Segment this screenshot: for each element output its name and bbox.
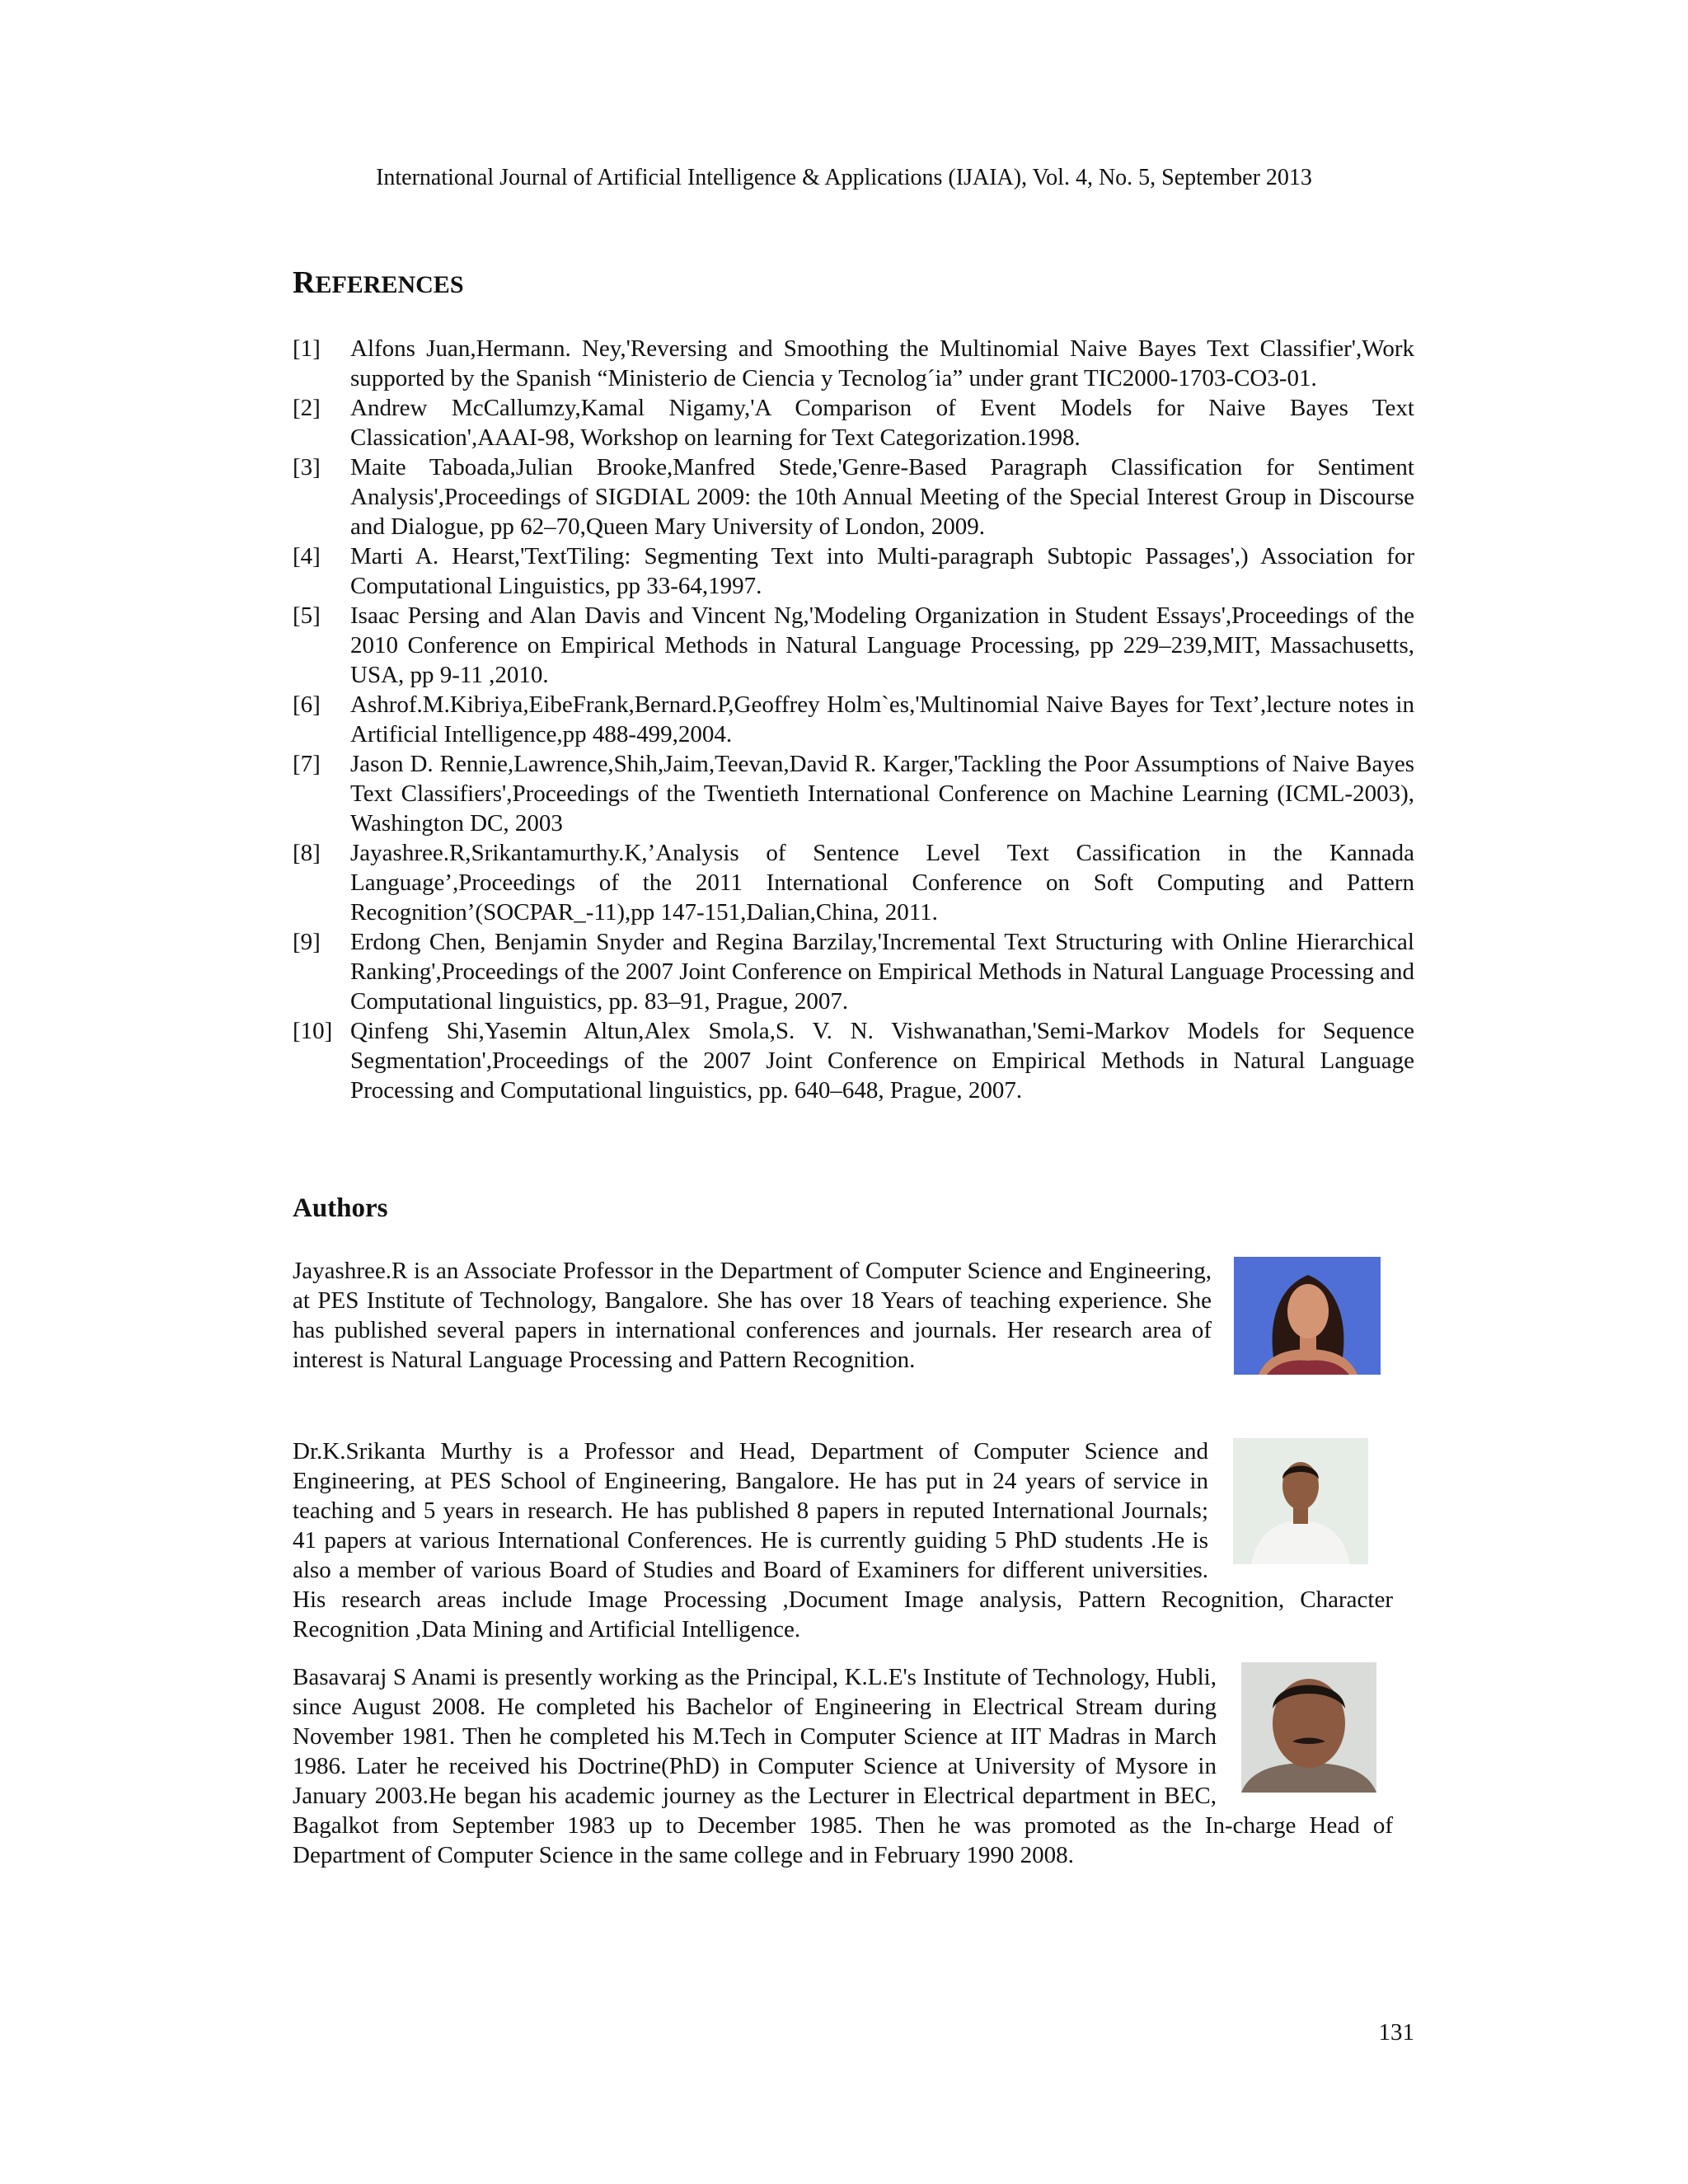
reference-text: Ashrof.M.Kibriya,EibeFrank,Bernard.P,Geoffrey Holm`es,'Multinomial Naive Bayes for Text’,lecture notes in Artificial Intelligence,pp 488-499,2004. [350,691,1414,748]
reference-item [293,393,1414,452]
running-header [0,163,1688,193]
references-list [293,334,1414,1105]
references-heading [293,264,464,304]
page-number: 131 [1378,2019,1414,2046]
reference-text: Jason D. Rennie,Lawrence,Shih,Jaim,Teevan,David R. Karger,'Tackling the Poor Assumptions of Naive Bayes Text Classifiers',Proceedings of the Twentieth International Conference on Machine Learning (ICML-2003), Washington DC, 2003 [350,751,1414,837]
reference-text: Maite Taboada,Julian Brooke,Manfred Stede,'Genre-Based Paragraph Classification for Sentiment Analysis',Proceedings of SIGDIAL 2009: the 10th Annual Meeting of the Special Interest Group in Discourse and Dialogue, pp 62–70,Queen Mary University of London, 2009. [350,454,1414,540]
reference-text: Andrew McCallumzy,Kamal Nigamy,'A Comparison of Event Models for Naive Bayes Text Classication',AAAI-98, Workshop on learning for Text Categorization.1998. [350,395,1414,451]
reference-item [293,334,1414,393]
reference-item [293,541,1414,601]
reference-text: Alfons Juan,Hermann. Ney,'Reversing and Smoothing the Multinomial Naive Bayes Text Classifier',Work supported by the Spanish “Ministerio de Ciencia y Tecnolog´ia” under grant TIC2000-1703-CO3-01. [350,335,1414,391]
reference-number: [6] [293,691,321,718]
reference-number: [10] [293,1018,333,1044]
reference-item [293,1016,1414,1105]
reference-item [293,452,1414,541]
reference-number: [3] [293,454,321,480]
reference-text: Marti A. Hearst,'TextTiling: Segmenting Text into Multi-paragraph Subtopic Passages',) Association for Computational Linguistics, pp 33-64,1997. [350,543,1414,599]
reference-number: [9] [293,929,321,955]
reference-item [293,601,1414,690]
author-bio-jayashree [293,1256,1212,1375]
author-bio-text: Basavaraj S Anami is presently working as the Principal, K.L.E's Institute of Technology, Hubli, since August 2008. He completed his Bachelor of Engineering in Electrical Stream during November 1981. Then he completed his M.Tech in Computer Science at IIT Madras in March 1986. Later he received his Doctrine(PhD) in Computer Science at University of Mysore in January 2003.He began his academic journey as the Lecturer in Electrical department in BEC, Bagalkot from September 1983 up to December 1985. Then he was promoted as the In-charge Head of Department of Computer Science in the same college and in February 1990 2008. [293,1664,1393,1868]
reference-number: [7] [293,751,321,777]
reference-text: Jayashree.R,Srikantamurthy.K,’Analysis of Sentence Level Text Cassification in the Kannada Language’,Proceedings of the 2011 International Conference on Soft Computing and Pattern Recognition’(SOCPAR_-11),pp 147-151,Dalian,China, 2011. [350,840,1414,926]
reference-number: [1] [293,335,321,362]
author-photo-srikanta-murthy [1233,1438,1368,1564]
running-head-text: International Journal of Artificial Intelligence & Applications (IJAIA), Vol. 4, No. 5, September 2013 [376,165,1312,190]
references-heading-rest: EFERENCES [315,271,464,298]
author-bio-basavaraj-anami [293,1662,1393,1870]
author-photo-jayashree [1234,1257,1381,1375]
reference-number: [8] [293,840,321,866]
author-bio-text: Dr.K.Srikanta Murthy is a Professor and Head, Department of Computer Science and Engineering, at PES School of Engineering, Bangalore. He has put in 24 years of service in teaching and 5 years in research. He has published 8 papers in reputed International Journals; 41 papers at various International Conferences. He is currently guiding 5 PhD students .He is also a member of various Board of Studies and Board of Examiners for different universities. His research areas include Image Processing ,Document Image analysis, Pattern Recognition, Character Recognition ,Data Mining and Artificial Intelligence. [293,1438,1393,1643]
authors-heading: Authors [293,1193,388,1223]
reference-text: Qinfeng Shi,Yasemin Altun,Alex Smola,S. V. N. Vishwanathan,'Semi-Markov Models for Sequence Segmentation',Proceedings of the 2007 Joint Conference on Empirical Methods in Natural Language Processing and Computational linguistics, pp. 640–648, Prague, 2007. [350,1018,1414,1104]
reference-number: [4] [293,543,321,569]
author-bio-srikanta-murthy [293,1436,1393,1644]
photo-face [1287,1284,1329,1338]
references-heading-initial: R [293,265,316,300]
reference-number: [5] [293,602,321,629]
author-photo-basavaraj-anami [1241,1662,1376,1793]
reference-item [293,690,1414,749]
reference-item [293,838,1414,927]
reference-text: Erdong Chen, Benjamin Snyder and Regina Barzilay,'Incremental Text Structuring with Online Hierarchical Ranking',Proceedings of the 2007 Joint Conference on Empirical Methods in Natural Language Processing and Computational linguistics, pp. 83–91, Prague, 2007. [350,929,1414,1015]
reference-item [293,749,1414,838]
reference-text: Isaac Persing and Alan Davis and Vincent Ng,'Modeling Organization in Student Essays',Proceedings of the 2010 Conference on Empirical Methods in Natural Language Processing, pp 229–239,MIT, Massachusetts, USA, pp 9-11 ,2010. [350,602,1414,688]
reference-item [293,927,1414,1016]
reference-number: [2] [293,395,321,421]
author-bio-text: Jayashree.R is an Associate Professor in the Department of Computer Science and Engineering, at PES Institute of Technology, Bangalore. She has over 18 Years of teaching experience. She has published several papers in international conferences and journals. Her research area of interest is Natural Language Processing and Pattern Recognition. [293,1258,1212,1373]
